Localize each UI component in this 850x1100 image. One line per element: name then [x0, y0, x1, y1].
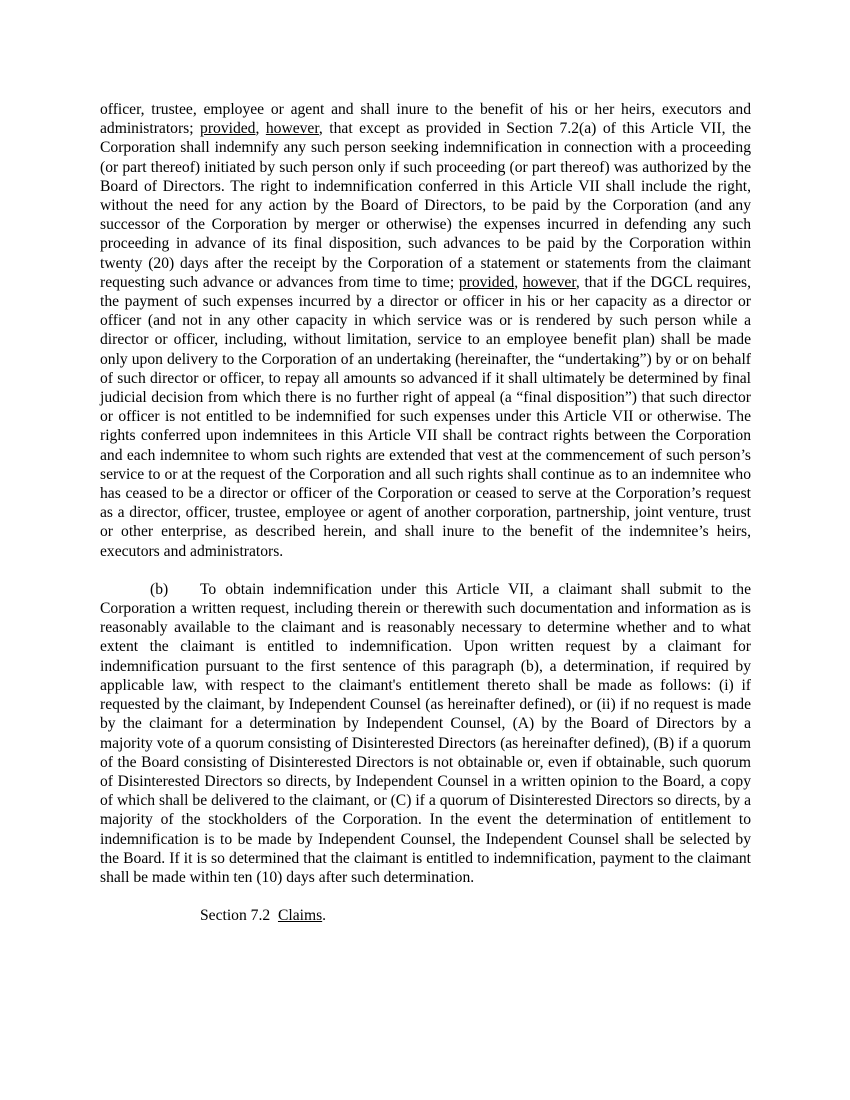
- paragraph-b-text: To obtain indemnification under this Article VII, a claimant shall submit to the Corporation a written request, including therein or therewith such documentation and information as is reasonably available to the claimant and is reasonably necessary to determine whether and to what extent the claimant is entitled to indemnification. Upon written request by a claimant for indemnification pursuant to the first sentence of this paragraph (b), a determination, if required by applicable law, with respect to the claimant's entitlement thereto shall be made as follows: (i) if requested by the claimant, by Independent Counsel (as hereinafter defined), or (ii) if no request is made by the claimant for a determination by Independent Counsel, (A) by the Board of Directors by a majority vote of a quorum consisting of Disinterested Directors (as hereinafter defined), (B) if a quorum of the Board consisting of Disinterested Directors is not obtainable or, even if obtainable, such quorum of Disinterested Directors so directs, by Independent Counsel in a written opinion to the Board, a copy of which shall be delivered to the claimant, or (C) if a quorum of Disinterested Directors so directs, by a majority of the stockholders of the Corporation. In the event the determination of entitlement to indemnification is to be made by Independent Counsel, the Independent Counsel shall be selected by the Board. If it is so determined that the claimant is entitled to indemnification, payment to the claimant shall be made within ten (10) days after such determination.: [100, 580, 751, 886]
- provided-term: provided: [200, 120, 256, 138]
- paragraph-a-text-3: , that if the DGCL requires, the payment of such expenses incurred by a director or officer in his or her capacity as a director or officer (and not in any other capacity in which service was or is rendered by such person while a director or officer, including, without limitation, service to an employee benefit plan) shall be made only upon delivery to the Corporation of an undertaking (hereinafter, the “undertaking”) by or on behalf of such director or officer, to repay all amounts so advanced if it shall ultimately be determined by final judicial decision from which there is no further right of appeal (a “final disposition”) that such director or officer is not entitled to be indemnified for such expenses under this Article VII or otherwise. The rights conferred upon indemnitees in this Article VII shall be contract rights between the Corporation and each indemnitee to whom such rights are extended that vest at the commencement of such person’s service to or at the request of the Corporation and all such rights shall continue as to an indemnitee who has ceased to be a director or officer of the Corporation or ceased to serve at the Corporation’s request as a director, officer, trustee, employee or agent of another corporation, partnership, joint venture, trust or other enterprise, as described herein, and shall inure to the benefit of the indemnitee’s heirs, executors and administrators.: [100, 273, 752, 560]
- paragraph-b-label: (b): [150, 580, 169, 598]
- paragraph-b: [100, 580, 751, 887]
- section-title: Claims: [277, 907, 323, 925]
- comma: ,: [255, 120, 266, 138]
- paragraph-a-continued: [100, 100, 751, 561]
- paragraph-a-text-2: , that except as provided in Section 7.2(a) of this Article VII, the Corporation shall indemnify any such person seeking indemnification in connection with a proceeding (or part thereof) initiated by such person only if such proceeding (or part thereof) was authorized by the Board of Directors. The right to indemnification conferred in this Article VII shall include the right, without the need for any action by the Board of Directors, to be paid by the Corporation (and any successor of the Corporation by merger or otherwise) the expenses incurred in defending any such proceeding in advance of its final disposition, such advances to be paid by the Corporation within twenty (20) days after the receipt by the Corporation of a statement or statements from the claimant requesting such advance or advances from time to time;: [100, 120, 751, 291]
- comma: ,: [514, 273, 523, 291]
- however-term: however: [265, 120, 319, 138]
- paragraph-a-text-1: officer, trustee, employee or agent and shall inure to the benefit of his or her heirs, executors and administrators;: [100, 101, 751, 138]
- document-page: [100, 100, 751, 925]
- provided-term: provided: [458, 273, 515, 291]
- section-heading: [100, 906, 751, 925]
- section-title-period: .: [322, 907, 327, 925]
- section-number: Section 7.2: [200, 907, 271, 925]
- however-term: however: [522, 273, 576, 291]
